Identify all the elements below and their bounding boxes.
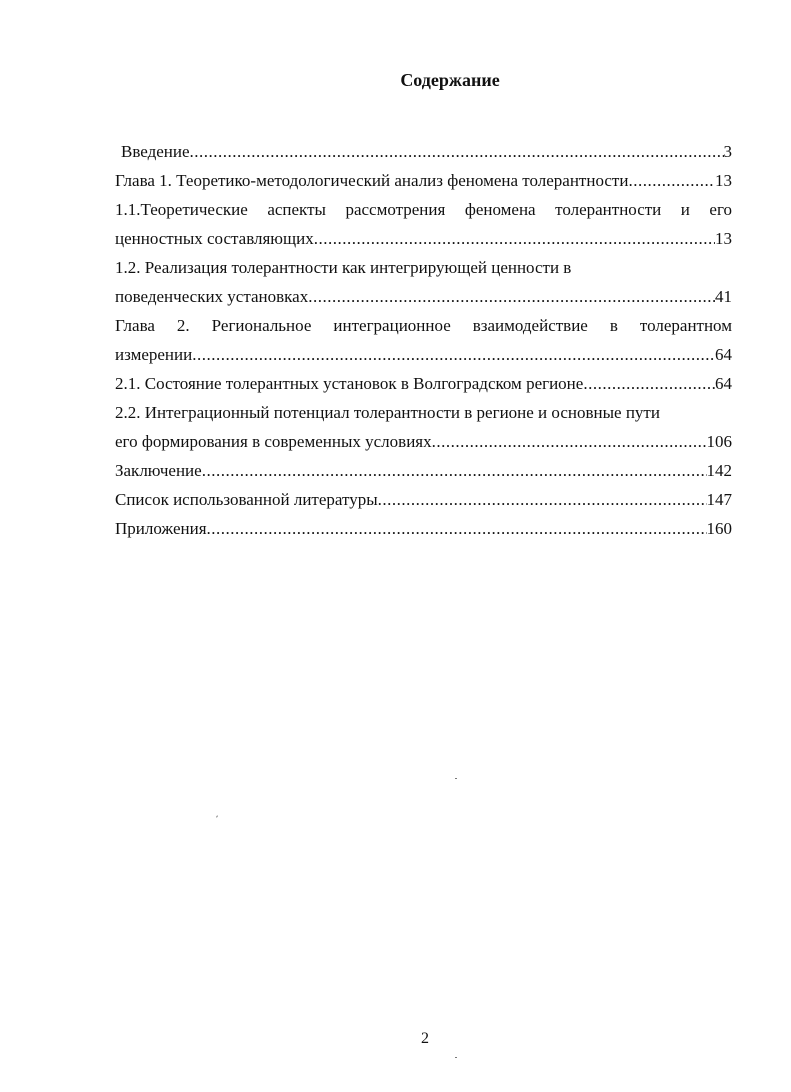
table-of-contents — [115, 137, 732, 543]
page-number: 2 — [421, 1030, 429, 1047]
scan-speck — [455, 778, 457, 779]
toc-leader-dots — [432, 427, 707, 456]
toc-entry-conclusion — [115, 456, 732, 485]
toc-page-number: 3 — [723, 142, 732, 161]
toc-entry-text: поведенческих установках — [115, 287, 309, 306]
toc-entry-intro — [115, 137, 732, 166]
toc-entry-appendix — [115, 514, 732, 543]
toc-leader-dots — [207, 514, 707, 543]
toc-leader-dots — [314, 224, 715, 253]
toc-entry-text: Введение — [121, 142, 190, 161]
toc-entry-chapter-2-line2 — [115, 340, 732, 369]
toc-entry-chapter-2-line1: Глава 2. Региональное интеграционное взаимодействие в толерантном — [115, 316, 732, 335]
toc-page-number: 147 — [706, 490, 732, 509]
toc-entry-references — [115, 485, 732, 514]
toc-leader-dots — [202, 456, 707, 485]
toc-leader-dots — [192, 340, 715, 369]
toc-entry-text: ценностных составляющих — [115, 229, 314, 248]
toc-entry-text: Заключение — [115, 461, 202, 480]
toc-leader-dots — [628, 166, 715, 195]
toc-entry-2-2-line1: 2.2. Интеграционный потенциал толерантности в регионе и основные пути — [115, 403, 660, 422]
toc-leader-dots — [308, 282, 715, 311]
toc-leader-dots — [378, 485, 707, 514]
toc-entry-text: Список использованной литературы — [115, 490, 378, 509]
scan-speck — [455, 1057, 457, 1058]
toc-page-number: 41 — [715, 287, 732, 306]
toc-leader-dots — [190, 137, 724, 166]
toc-page-number: 106 — [706, 432, 732, 451]
toc-entry-2-1 — [115, 369, 732, 398]
toc-page-number: 160 — [706, 519, 732, 538]
toc-page-number: 64 — [715, 345, 732, 364]
toc-page-number: 13 — [715, 229, 732, 248]
toc-page-number: 64 — [715, 374, 732, 393]
toc-entry-1-1-line2 — [115, 224, 732, 253]
scan-speck — [216, 815, 218, 817]
toc-entry-2-2-line2 — [115, 427, 732, 456]
toc-entry-text: Глава 1. Теоретико-методологический анализ феномена толерантности — [115, 171, 629, 190]
toc-entry-1-2-line2 — [115, 282, 732, 311]
toc-leader-dots — [583, 369, 715, 398]
toc-page-number: 142 — [706, 461, 732, 480]
toc-entry-text: Приложения — [115, 519, 207, 538]
toc-entry-1-2-line1: 1.2. Реализация толерантности как интегрирующей ценности в — [115, 258, 572, 277]
toc-entry-1-1-line1: 1.1.Теоретические аспекты рассмотрения феномена толерантности и его — [115, 200, 732, 219]
toc-entry-text: его формирования в современных условиях — [115, 432, 432, 451]
toc-entry-chapter-1 — [115, 166, 732, 195]
toc-entry-text: измерении — [115, 345, 193, 364]
page-title: Содержание — [400, 70, 500, 90]
toc-entry-text: 2.1. Состояние толерантных установок в Волгоградском регионе — [115, 374, 584, 393]
toc-page-number: 13 — [715, 171, 732, 190]
